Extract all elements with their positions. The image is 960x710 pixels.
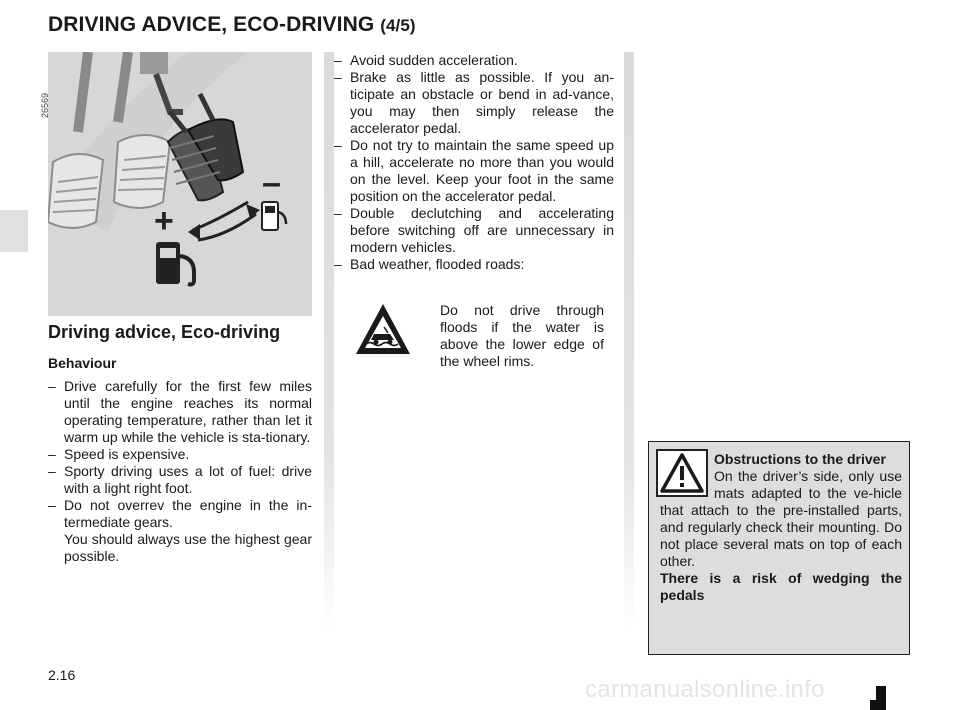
list-item-text: Brake as little as possible. If you an-ticipate an obstacle or bend in ad-vance, you may then simply release the accelerator pedal. <box>350 69 614 136</box>
list-item-text: Double declutching and accelerating before switching off are unnecessary in modern vehicles. <box>350 205 614 255</box>
page-title <box>48 13 416 37</box>
warning-title: Obstructions to the driver <box>714 451 886 467</box>
section-title: Driving advice, Eco-driving <box>48 322 281 342</box>
behaviour-list <box>48 378 312 565</box>
list-item <box>334 69 614 137</box>
list-item <box>334 52 614 69</box>
list-item-text: Avoid sudden acceleration. <box>350 52 518 68</box>
list-item-continuation: You should always use the highest gear possible. <box>64 531 312 564</box>
figure-code-text: 26569 <box>40 92 50 118</box>
list-item-text: Do not overrev the engine in the in-termediate gears. <box>64 497 312 530</box>
warning-text <box>660 451 902 604</box>
dash-mark: – <box>334 137 342 153</box>
list-item-text: Speed is expensive. <box>64 446 190 462</box>
chapter-tab <box>0 210 28 252</box>
dash-mark: – <box>334 256 342 272</box>
list-item-text: Drive carefully for the first few miles until the engine reaches its normal operating temperature, rather than let it warm up while the vehicle is sta-tionary. <box>64 378 312 445</box>
warning-emphasis: There is a risk of wedging the pedals <box>660 570 902 603</box>
list-item-text: Bad weather, flooded roads: <box>350 256 525 272</box>
site-watermark: carmanualsonline.info <box>585 676 825 703</box>
list-item <box>48 446 312 463</box>
column-divider-right <box>624 52 634 632</box>
pedals-illustration <box>48 52 312 316</box>
dash-mark: – <box>48 497 56 513</box>
list-item <box>48 378 312 446</box>
dash-mark: – <box>48 378 56 394</box>
advice-list <box>334 52 614 273</box>
title-text: DRIVING ADVICE, ECO-DRIVING <box>48 13 375 36</box>
list-item <box>48 463 312 497</box>
list-item-text: Do not try to maintain the same speed up a hill, accelerate no more than you would on the level. Keep your foot in the same position on the accelerator pedal. <box>350 137 614 204</box>
dash-mark: – <box>334 205 342 221</box>
warning-body: On the driver’s side, only use mats adapted to the ve-hicle that attach to the pre-installed parts, and regularly check their mounting. Do not place several mats on top of each other. <box>660 468 902 569</box>
dash-mark: – <box>48 463 56 479</box>
list-item <box>334 205 614 256</box>
section-subtitle: Behaviour <box>48 355 117 371</box>
figure-code <box>40 60 64 118</box>
flood-note: Do not drive through floods if the water is above the lower edge of the wheel rims. <box>440 302 604 369</box>
page-number: 2.16 <box>48 667 76 683</box>
list-item <box>334 137 614 205</box>
plus-label: + <box>154 202 174 240</box>
corner-mark-base <box>870 700 886 710</box>
dash-mark: – <box>48 446 56 462</box>
title-part: (4/5) <box>380 16 416 35</box>
list-item-text: Sporty driving uses a lot of fuel: drive with a light right foot. <box>64 463 312 496</box>
dash-mark: – <box>334 52 342 68</box>
dash-mark: – <box>334 69 342 85</box>
column-divider-left <box>324 52 334 632</box>
list-item <box>48 497 312 565</box>
flooded-road-warning-icon <box>354 302 412 356</box>
list-item <box>334 256 614 273</box>
minus-label: – <box>262 164 281 202</box>
